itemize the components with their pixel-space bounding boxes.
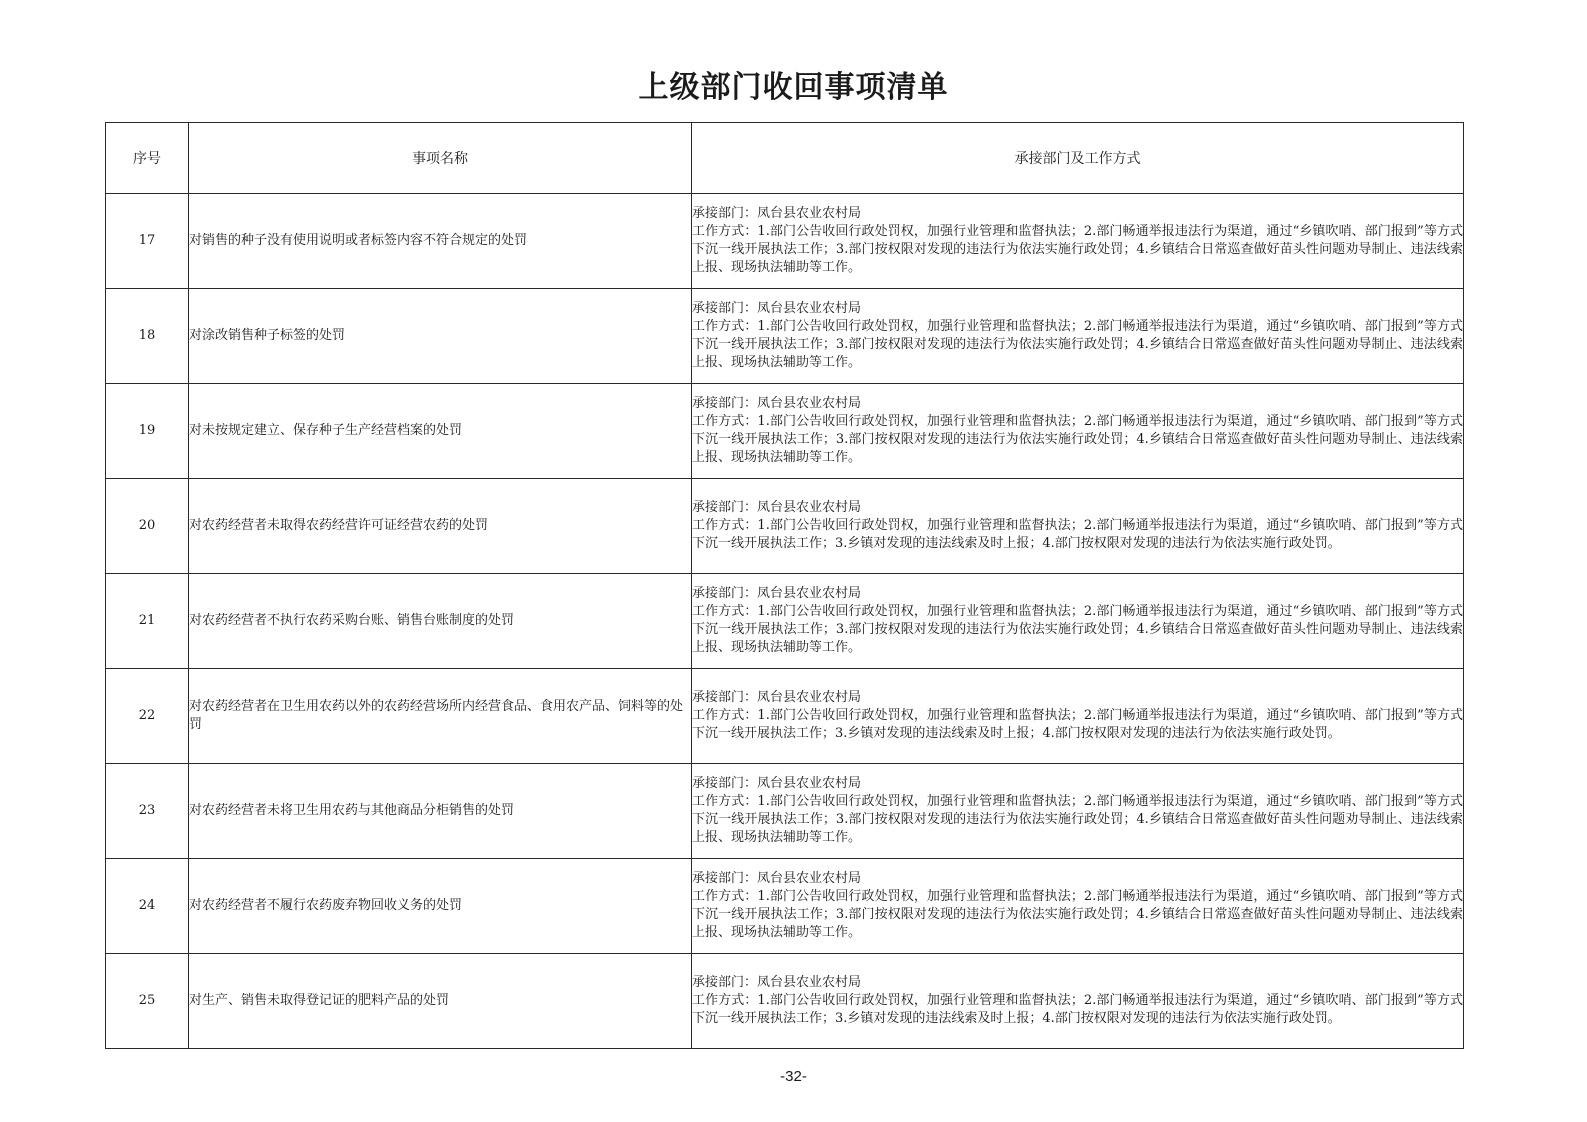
method-text: 工作方式：1.部门公告收回行政处罚权，加强行业管理和监督执法；2.部门畅通举报违法行为渠道，通过“乡镇吹哨、部门报到”等方式下沉一线开展执法工作；3.部门按权限对发现的违法行为依法实施行政处罚；4.乡镇结合日常巡查做好苗头性问题劝导制止、违法线索上报、现场执法辅助等工作。 <box>692 224 1463 275</box>
header-dept-method: 承接部门及工作方式 <box>692 123 1464 194</box>
dept-line: 承接部门：凤台县农业农村局 <box>692 776 862 791</box>
cell-dept-method <box>692 194 1464 289</box>
cell-item-name: 对涂改销售种子标签的处罚 <box>189 289 692 384</box>
cell-seq: 25 <box>106 954 189 1049</box>
table-row <box>106 669 1464 764</box>
cell-dept-method <box>692 289 1464 384</box>
cell-dept-method <box>692 859 1464 954</box>
cell-dept-method <box>692 764 1464 859</box>
cell-item-name: 对农药经营者不履行农药废弃物回收义务的处罚 <box>189 859 692 954</box>
cell-seq: 24 <box>106 859 189 954</box>
method-text: 工作方式：1.部门公告收回行政处罚权，加强行业管理和监督执法；2.部门畅通举报违法行为渠道，通过“乡镇吹哨、部门报到”等方式下沉一线开展执法工作；3.乡镇对发现的违法线索及时上报；4.部门按权限对发现的违法行为依法实施行政处罚。 <box>692 518 1463 551</box>
cell-item-name: 对生产、销售未取得登记证的肥料产品的处罚 <box>189 954 692 1049</box>
table-row <box>106 764 1464 859</box>
method-text: 工作方式：1.部门公告收回行政处罚权，加强行业管理和监督执法；2.部门畅通举报违法行为渠道，通过“乡镇吹哨、部门报到”等方式下沉一线开展执法工作；3.乡镇对发现的违法线索及时上报；4.部门按权限对发现的违法行为依法实施行政处罚。 <box>692 993 1463 1026</box>
cell-seq: 19 <box>106 384 189 479</box>
method-text: 工作方式：1.部门公告收回行政处罚权，加强行业管理和监督执法；2.部门畅通举报违法行为渠道，通过“乡镇吹哨、部门报到”等方式下沉一线开展执法工作；3.部门按权限对发现的违法行为依法实施行政处罚；4.乡镇结合日常巡查做好苗头性问题劝导制止、违法线索上报、现场执法辅助等工作。 <box>692 889 1463 940</box>
table-row <box>106 194 1464 289</box>
table-row <box>106 384 1464 479</box>
cell-seq: 21 <box>106 574 189 669</box>
header-item-name: 事项名称 <box>189 123 692 194</box>
cell-dept-method <box>692 574 1464 669</box>
cell-seq: 22 <box>106 669 189 764</box>
cell-seq: 23 <box>106 764 189 859</box>
dept-line: 承接部门：凤台县农业农村局 <box>692 871 862 886</box>
cell-item-name: 对农药经营者未取得农药经营许可证经营农药的处罚 <box>189 479 692 574</box>
method-text: 工作方式：1.部门公告收回行政处罚权，加强行业管理和监督执法；2.部门畅通举报违法行为渠道，通过“乡镇吹哨、部门报到”等方式下沉一线开展执法工作；3.部门按权限对发现的违法行为依法实施行政处罚；4.乡镇结合日常巡查做好苗头性问题劝导制止、违法线索上报、现场执法辅助等工作。 <box>692 414 1463 465</box>
method-text: 工作方式：1.部门公告收回行政处罚权，加强行业管理和监督执法；2.部门畅通举报违法行为渠道，通过“乡镇吹哨、部门报到”等方式下沉一线开展执法工作；3.部门按权限对发现的违法行为依法实施行政处罚；4.乡镇结合日常巡查做好苗头性问题劝导制止、违法线索上报、现场执法辅助等工作。 <box>692 794 1463 845</box>
table-row <box>106 289 1464 384</box>
cell-seq: 20 <box>106 479 189 574</box>
cell-item-name: 对农药经营者未将卫生用农药与其他商品分柜销售的处罚 <box>189 764 692 859</box>
dept-line: 承接部门：凤台县农业农村局 <box>692 500 862 515</box>
cell-item-name: 对未按规定建立、保存种子生产经营档案的处罚 <box>189 384 692 479</box>
dept-line: 承接部门：凤台县农业农村局 <box>692 301 862 316</box>
table-row <box>106 954 1464 1049</box>
table-row <box>106 859 1464 954</box>
method-text: 工作方式：1.部门公告收回行政处罚权，加强行业管理和监督执法；2.部门畅通举报违法行为渠道，通过“乡镇吹哨、部门报到”等方式下沉一线开展执法工作；3.部门按权限对发现的违法行为依法实施行政处罚；4.乡镇结合日常巡查做好苗头性问题劝导制止、违法线索上报、现场执法辅助等工作。 <box>692 604 1463 655</box>
table-row <box>106 479 1464 574</box>
cell-seq: 17 <box>106 194 189 289</box>
dept-line: 承接部门：凤台县农业农村局 <box>692 586 862 601</box>
cell-dept-method <box>692 384 1464 479</box>
dept-line: 承接部门：凤台县农业农村局 <box>692 975 862 990</box>
cell-dept-method <box>692 479 1464 574</box>
header-seq: 序号 <box>106 123 189 194</box>
method-text: 工作方式：1.部门公告收回行政处罚权，加强行业管理和监督执法；2.部门畅通举报违法行为渠道，通过“乡镇吹哨、部门报到”等方式下沉一线开展执法工作；3.部门按权限对发现的违法行为依法实施行政处罚；4.乡镇结合日常巡查做好苗头性问题劝导制止、违法线索上报、现场执法辅助等工作。 <box>692 319 1463 370</box>
page-title: 上级部门收回事项清单 <box>638 70 949 105</box>
page-number: -32- <box>780 1068 807 1085</box>
method-text: 工作方式：1.部门公告收回行政处罚权，加强行业管理和监督执法；2.部门畅通举报违法行为渠道，通过“乡镇吹哨、部门报到”等方式下沉一线开展执法工作；3.乡镇对发现的违法线索及时上报；4.部门按权限对发现的违法行为依法实施行政处罚。 <box>692 708 1463 741</box>
table-row <box>106 574 1464 669</box>
cell-dept-method <box>692 954 1464 1049</box>
items-table <box>105 122 1464 1049</box>
table-header-row <box>106 123 1464 194</box>
cell-item-name: 对农药经营者在卫生用农药以外的农药经营场所内经营食品、食用农产品、饲料等的处罚 <box>189 669 692 764</box>
cell-item-name: 对农药经营者不执行农药采购台账、销售台账制度的处罚 <box>189 574 692 669</box>
cell-item-name: 对销售的种子没有使用说明或者标签内容不符合规定的处罚 <box>189 194 692 289</box>
dept-line: 承接部门：凤台县农业农村局 <box>692 396 862 411</box>
dept-line: 承接部门：凤台县农业农村局 <box>692 206 862 221</box>
cell-seq: 18 <box>106 289 189 384</box>
cell-dept-method <box>692 669 1464 764</box>
dept-line: 承接部门：凤台县农业农村局 <box>692 690 862 705</box>
